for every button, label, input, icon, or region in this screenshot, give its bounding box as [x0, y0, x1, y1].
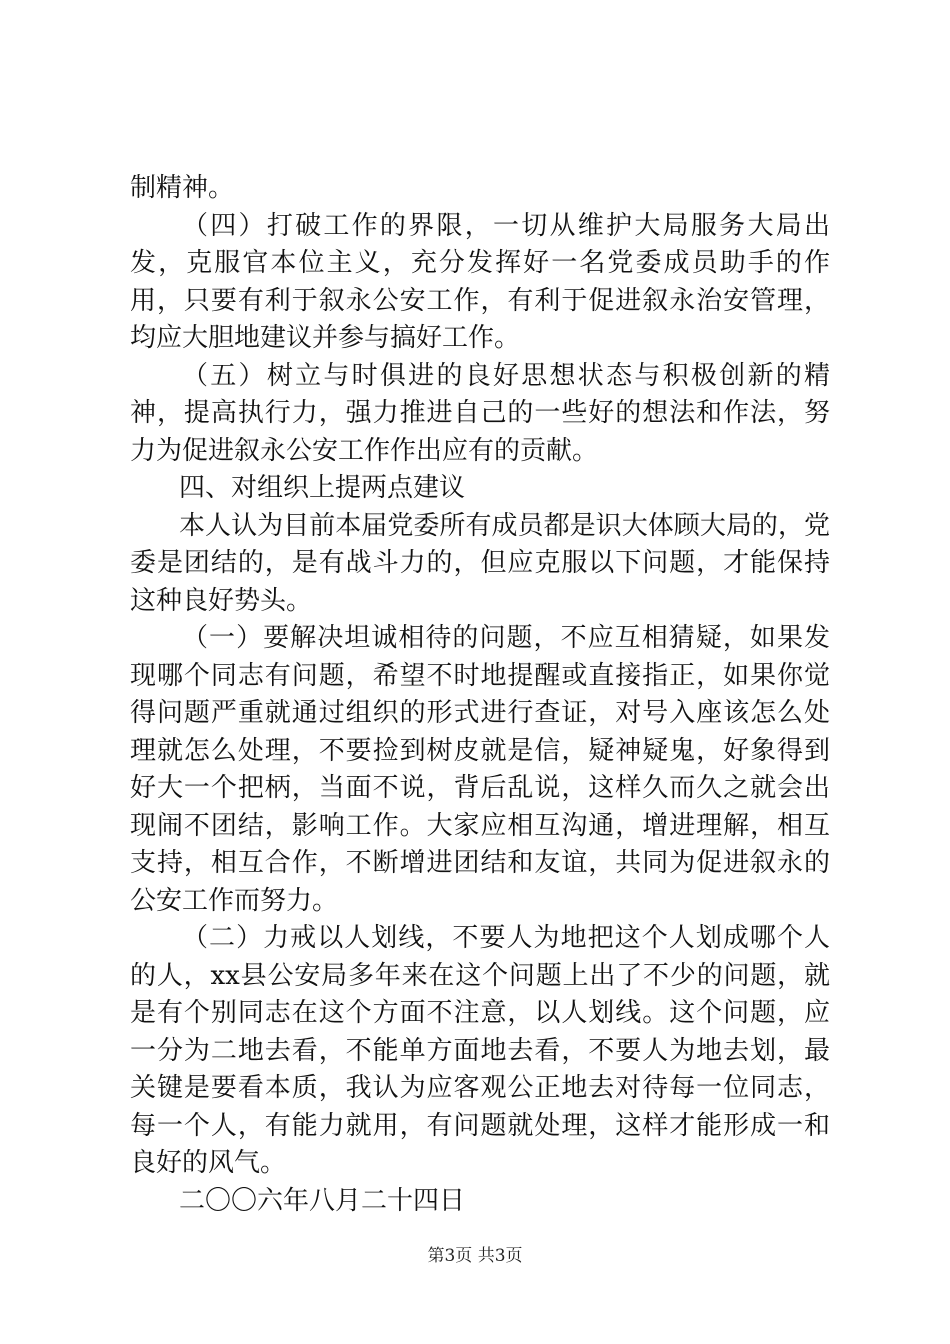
paragraph-suggestion-two: （二）力戒以人划线，不要人为地把这个人划成哪个人的人，xx县公安局多年来在这个问题上出了不少的问题，就是有个别同志在这个方面不注意，以人划线。这个问题，应一分为二地去看，不能单方面地去看，不要人为地去划，最关键是要看本质，我认为应客观公正地去对待每一位同志，每一个人，有能力就用，有问题就处理，这样才能形成一和良好的风气。: [130, 923, 830, 1178]
page-number: 第3页 共3页: [427, 1246, 523, 1266]
paragraph-intro: 本人认为目前本届党委所有成员都是识大体顾大局的，党委是团结的，是有战斗力的，但应克服以下问题，才能保持这种良好势头。: [130, 510, 830, 616]
section-heading-four: 四、对组织上提两点建议: [179, 473, 466, 503]
paragraph-continuation: 制精神。: [130, 173, 235, 203]
document-body: [130, 170, 830, 1220]
page-footer: [0, 1244, 950, 1268]
paragraph-item-four: （四）打破工作的界限，一切从维护大局服务大局出发，克服官本位主义，充分发挥好一名党委成员助手的作用，只要有利于叙永公安工作，有利于促进叙永治安管理，均应大胆地建议并参与搞好工作。: [130, 210, 830, 353]
paragraph-item-five: （五）树立与时俱进的良好思想状态与积极创新的精神，提高执行力，强力推进自己的一些好的想法和作法，努力为促进叙永公安工作作出应有的贡献。: [130, 360, 830, 466]
paragraph-suggestion-one: （一）要解决坦诚相待的问题，不应互相猜疑，如果发现哪个同志有问题，希望不时地提醒或直接指正，如果你觉得问题严重就通过组织的形式进行查证，对号入座该怎么处理就怎么处理，不要捡到树皮就是信，疑神疑鬼，好象得到好大一个把柄，当面不说，背后乱说，这样久而久之就会出现闹不团结，影响工作。大家应相互沟通，增进理解，相互支持，相互合作，不断增进团结和友谊，共同为促进叙永的公安工作而努力。: [130, 623, 830, 916]
document-date: 二〇〇六年八月二十四日: [179, 1185, 466, 1216]
